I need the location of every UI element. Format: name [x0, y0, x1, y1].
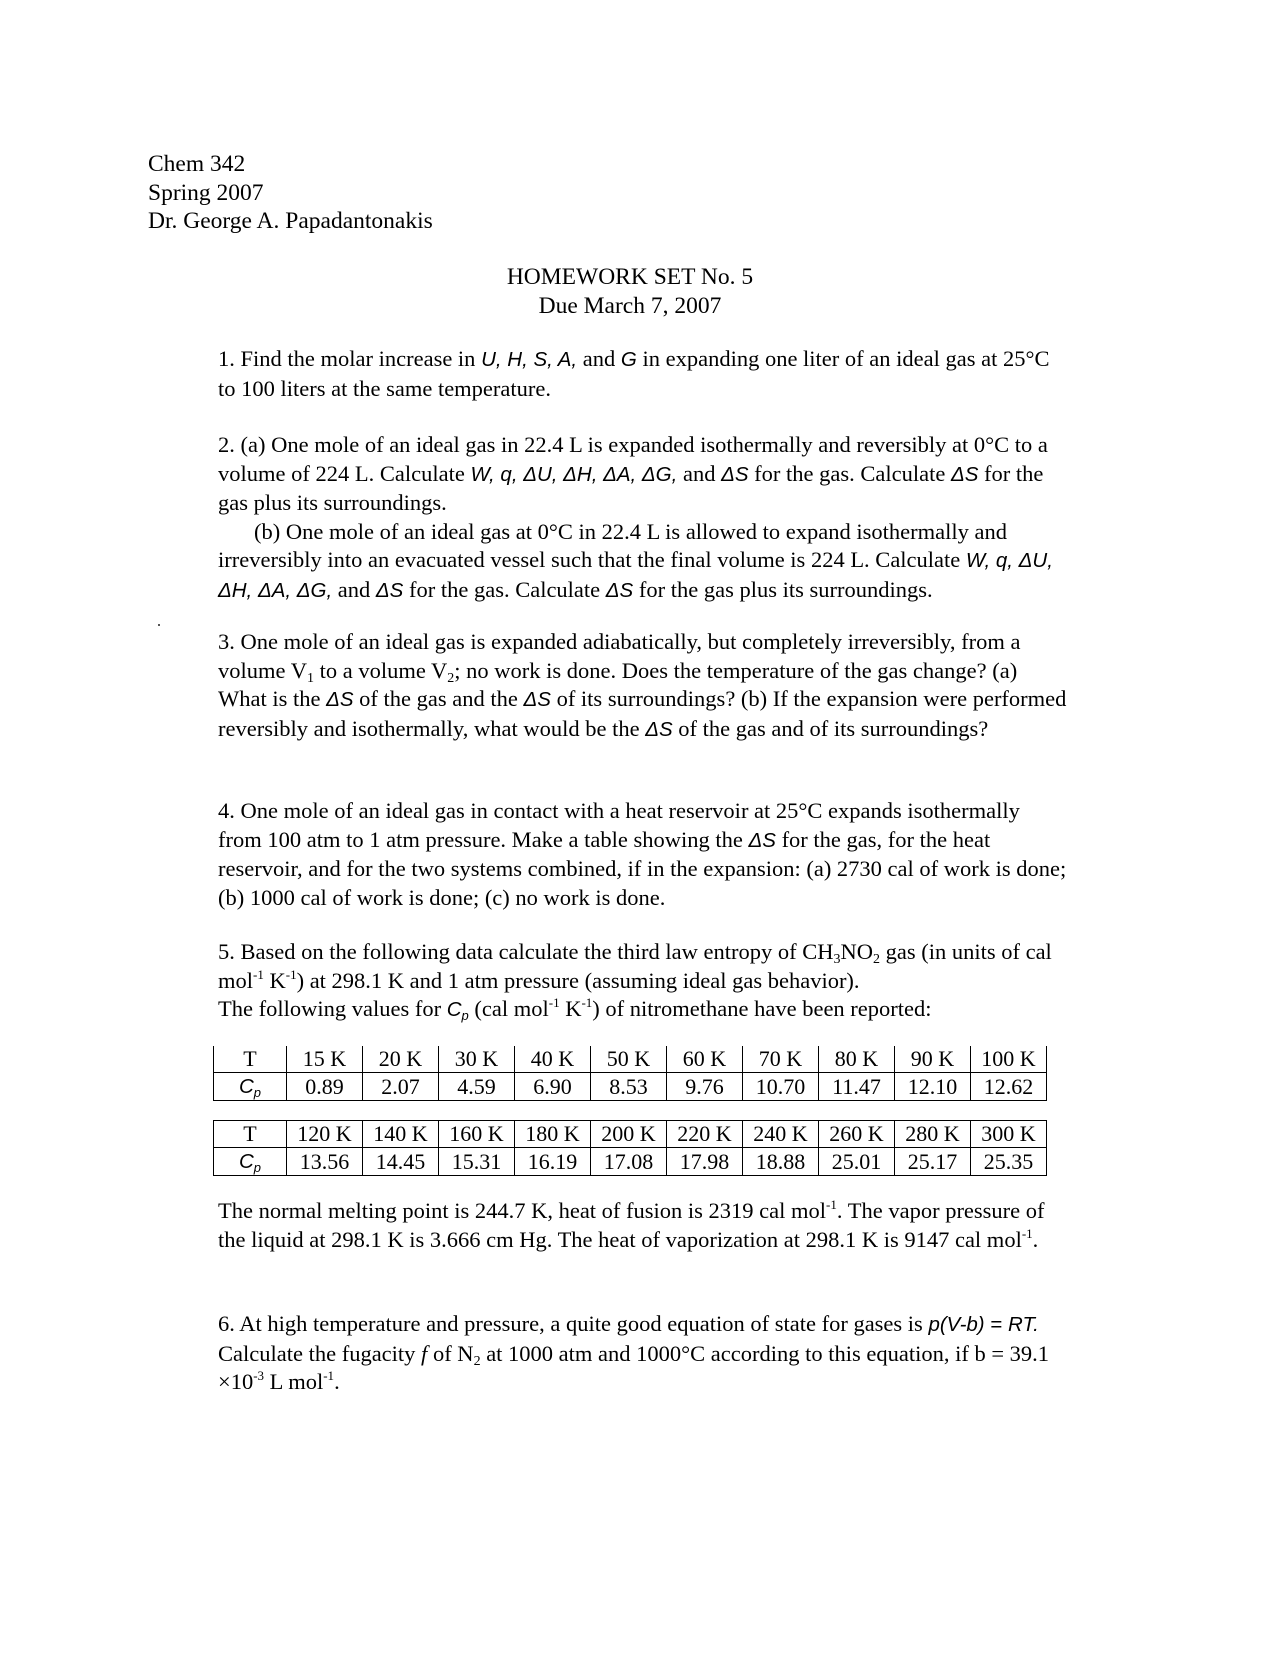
cp-value-cell: 15.31 [439, 1148, 515, 1176]
temp-cell: 200 K [591, 1121, 667, 1148]
cp-table-part-1 [213, 1046, 1047, 1101]
temp-cell: 20 K [363, 1046, 439, 1073]
problem-6: 6. At high temperature and pressure, a quite good equation of state for gases is p(V-b) = RT. Calculate the fugacity f of $N_2$ at 1000 atm and 1000°C according to this equation, if $b = 39.1 \times 10^{-3}$ L mol$^{-1}$. [218, 1311, 1050, 1394]
temp-cell: 160 K [439, 1121, 515, 1148]
temp-cell: 50 K [591, 1046, 667, 1073]
table-row [214, 1121, 1047, 1148]
temp-cell: 100 K [971, 1046, 1047, 1073]
cp-value-cell: 8.53 [591, 1073, 667, 1101]
cp-value-cell: 13.56 [287, 1148, 363, 1176]
homework-title: HOMEWORK SET No. 5 [506, 264, 754, 290]
temp-cell: 260 K [819, 1121, 895, 1148]
problem-2b: (b) One mole of an ideal gas at 0°C in 22.4 L is allowed to expand isothermally and irreversibly into an evacuated vessel such that the final volume is 224 L. Calculate W, q, ΔU, ΔH, ΔA, ΔG, and ΔS for the gas. Calculate ΔS for the gas plus its surroundings. [218, 518, 1053, 602]
problem-4: 4. One mole of an ideal gas in contact with a heat reservoir at 25°C expands isothermally from 100 atm to 1 atm pressure. Make a table showing the ΔS for the gas, for the heat reservoir, and for the two systems combined, if in the expansion: (a) 2730 cal of work is done; (b) 1000 cal of work is done; (c) no work is done. [218, 798, 1067, 910]
cp-value-cell: 2.07 [363, 1073, 439, 1101]
t-label-cell: T [214, 1046, 287, 1073]
cp-value-cell: 11.47 [819, 1073, 895, 1101]
t-label-cell: T [214, 1121, 287, 1148]
cp-value-cell: 9.76 [667, 1073, 743, 1101]
problem-5-notes: The normal melting point is 244.7 K, heat of fusion is 2319 cal mol$^{-1}$. The vapor pressure of the liquid at 298.1 K is 3.666 cm Hg. The heat of vaporization at 298.1 K is 9147 cal mol$^{-1}$. [218, 1197, 1045, 1252]
cp-label-cell: $C_p$ [214, 1148, 287, 1176]
problem-2a: 2. (a) One mole of an ideal gas in 22.4 L is expanded isothermally and reversibly at 0°C to a volume of 224 L. Calculate W, q, ΔU, ΔH, ΔA, ΔG, and ΔS for the gas. Calculate ΔS for the gas plus its surroundings. [218, 432, 1048, 515]
temp-cell: 180 K [515, 1121, 591, 1148]
temp-cell: 220 K [667, 1121, 743, 1148]
cp-value-cell: 0.89 [287, 1073, 363, 1101]
table-row [214, 1046, 1047, 1073]
cp-value-cell: 17.98 [667, 1148, 743, 1176]
temp-cell: 70 K [743, 1046, 819, 1073]
temp-cell: 60 K [667, 1046, 743, 1073]
temp-cell: 90 K [895, 1046, 971, 1073]
problem-5: 5. Based on the following data calculate the third law entropy of $CH_3NO_2$ gas (in units of cal mol$^{-1}$ $K^{-1}$) at 298.1 K and 1 atm pressure (assuming ideal gas behavior). The following values for $C_p$ (cal mol$^{-1}$ $K^{-1}$) of nitromethane have been reported: [218, 939, 1052, 1023]
table-row [214, 1148, 1047, 1176]
cp-value-cell: 6.90 [515, 1073, 591, 1101]
cp-value-cell: 16.19 [515, 1148, 591, 1176]
temp-cell: 240 K [743, 1121, 819, 1148]
temp-cell: 280 K [895, 1121, 971, 1148]
cp-value-cell: 12.10 [895, 1073, 971, 1101]
cp-value-cell: 25.17 [895, 1148, 971, 1176]
instructor-name: Dr. George A. Papadantonakis [148, 208, 433, 234]
temp-cell: 40 K [515, 1046, 591, 1073]
due-date: Due March 7, 2007 [538, 292, 722, 319]
cp-label-cell: $C_p$ [214, 1073, 287, 1101]
cp-value-cell: 14.45 [363, 1148, 439, 1176]
cp-table-part-2 [213, 1120, 1047, 1176]
problem-2 [218, 431, 1068, 605]
cp-value-cell: 4.59 [439, 1073, 515, 1101]
temp-cell: 80 K [819, 1046, 895, 1073]
assignment-title [0, 263, 1260, 320]
cp-value-cell: 18.88 [743, 1148, 819, 1176]
temp-cell: 120 K [287, 1121, 363, 1148]
cp-value-cell: 10.70 [743, 1073, 819, 1101]
temp-cell: 300 K [971, 1121, 1047, 1148]
cp-value-cell: 25.35 [971, 1148, 1047, 1176]
cp-value-cell: 17.08 [591, 1148, 667, 1176]
course-header [148, 150, 433, 236]
problem-3: 3. One mole of an ideal gas is expanded adiabatically, but completely irreversibly, from a volume $V_1$ to a volume $V_2$; no work is done. Does the temperature of the gas change? (a) What is the ΔS of the gas and the ΔS of its surroundings? (b) If the expansion were performed reversibly and isothermally, what would be the ΔS of the gas and of its surroundings? [218, 629, 1067, 741]
cp-value-cell: 25.01 [819, 1148, 895, 1176]
temp-cell: 15 K [287, 1046, 363, 1073]
cp-value-cell: 12.62 [971, 1073, 1047, 1101]
table-row [214, 1073, 1047, 1101]
course-name: Chem 342 [148, 151, 246, 177]
temp-cell: 140 K [363, 1121, 439, 1148]
course-term: Spring 2007 [148, 179, 264, 206]
temp-cell: 30 K [439, 1046, 515, 1073]
problem-1: 1. Find the molar increase in U, H, S, A, and G in expanding one liter of an ideal gas at 25°C to 100 liters at the same temperature. [218, 346, 1050, 401]
scan-speck [158, 624, 160, 626]
